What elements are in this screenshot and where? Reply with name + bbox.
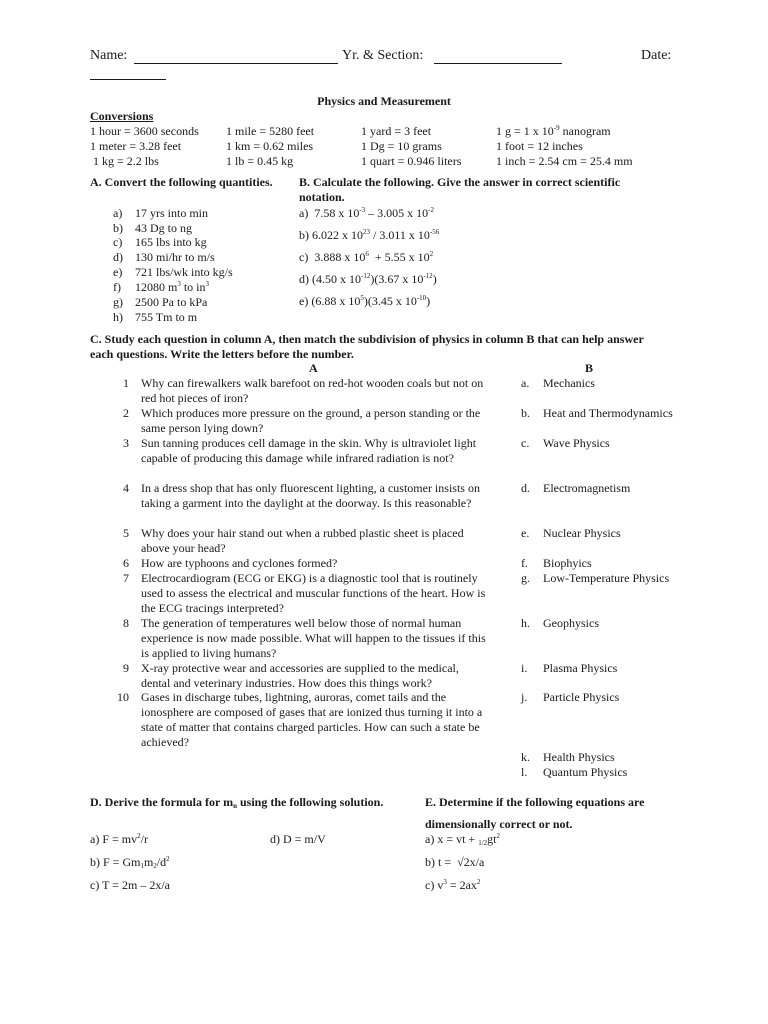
- section-a-letter: d): [113, 250, 123, 264]
- question-number: 2: [123, 406, 129, 420]
- answer-letter: l.: [521, 765, 528, 779]
- conversion-item: 1 yard = 3 feet: [361, 124, 432, 138]
- date-label: Date:: [641, 48, 672, 63]
- section-e-item: c) $v^3 = 2ax^2$: [425, 878, 481, 892]
- answer-letter: e.: [521, 526, 530, 540]
- question-number: 9: [123, 661, 129, 675]
- section-a-item: 43 Dg to ng: [135, 221, 192, 235]
- question-text: Why does your hair stand out when a rubbed plastic sheet is placed above your head?: [141, 526, 464, 555]
- question-number: 1: [123, 376, 129, 390]
- section-b-item: e) (6.88 x $10^5)(3.45$ x $10^{-10}$): [299, 294, 431, 308]
- section-c-heading: C. Study each question in column A, then match the subdivision of physics in column B that can help answer: [90, 332, 644, 346]
- section-a-letter: h): [113, 310, 123, 324]
- question-number: 6: [123, 556, 129, 570]
- conversion-item: 1 g = 1 x $10^{-9}$ nanogram: [496, 124, 611, 138]
- name-label: Name:: [90, 48, 128, 63]
- section-a-letter: f): [113, 280, 121, 294]
- answer-subdivision: Quantum Physics: [543, 765, 628, 779]
- conversion-item: 1 Dg = 10 grams: [361, 139, 442, 153]
- answer-letter: h.: [521, 616, 530, 630]
- section-d-heading: D. Derive the formula for $m_n$ using the following solution.: [90, 795, 384, 810]
- question-text: Sun tanning produces cell damage in the skin. Why is ultraviolet light capable of producing this damage while infrared radiation is not?: [141, 436, 477, 465]
- column-b-label: B: [585, 361, 594, 375]
- question-text: Gases in discharge tubes, lightning, auroras, comet tails and the ionosphere are composed of gases that are ionized thus turning it into a state of matter that contains charged particles. How can such a state be achieved?: [141, 690, 483, 749]
- question-number: 4: [123, 481, 129, 495]
- question-number: 8: [123, 616, 129, 630]
- answer-letter: d.: [521, 481, 530, 495]
- conversion-item: 1 inch = 2.54 cm = 25.4 mm: [496, 154, 633, 168]
- conversion-item: 1 km = 0.62 miles: [226, 139, 314, 153]
- section-a-item: 130 mi/hr to m/s: [135, 250, 215, 264]
- question-text: In a dress shop that has only fluorescent lighting, a customer insists on taking a garment into the daylight at the doorway. Is this reasonable?: [141, 481, 480, 510]
- section-a-letter: g): [113, 295, 123, 309]
- section-d-item: b) $F = Gm_1m_2/d^2$: [90, 855, 170, 870]
- section-a-item: 12080 $m^3$ to $in^3$: [135, 280, 210, 294]
- answer-subdivision: Nuclear Physics: [543, 526, 621, 540]
- question-text: Which produces more pressure on the ground, a person standing or the same person lying down?: [141, 406, 481, 435]
- answer-subdivision: Health Physics: [543, 750, 615, 764]
- section-b-item: c) 3.888 x $10^6 + 5.55$ x $10^2$: [299, 250, 434, 264]
- question-number: 3: [123, 436, 129, 450]
- conversion-item: 1 mile = 5280 feet: [226, 124, 315, 138]
- conversion-item: 1 lb = 0.45 kg: [226, 154, 294, 168]
- answer-letter: f.: [521, 556, 528, 570]
- section-e-item: a) x = vt + $_{1/2}gt^2$: [425, 832, 500, 847]
- section-label: Yr. & Section:: [342, 48, 424, 63]
- question-number: 10: [117, 690, 129, 704]
- section-a-letter: e): [113, 265, 123, 279]
- page-title: Physics and Measurement: [317, 94, 451, 108]
- answer-letter: k.: [521, 750, 530, 764]
- section-a-item: 721 lbs/wk into kg/s: [135, 265, 233, 279]
- answer-subdivision: Electromagnetism: [543, 481, 631, 495]
- section-e-heading-cont: dimensionally correct or not.: [425, 817, 573, 831]
- answer-letter: j.: [521, 690, 528, 704]
- answer-letter: i.: [521, 661, 528, 675]
- question-text: Why can firewalkers walk barefoot on red-hot wooden coals but not on red hot pieces of iron?: [141, 376, 484, 405]
- section-a-item: 17 yrs into min: [135, 206, 209, 220]
- answer-subdivision: Geophysics: [543, 616, 599, 630]
- answer-letter: a.: [521, 376, 530, 390]
- answer-subdivision: Mechanics: [543, 376, 595, 390]
- conversion-item: 1 kg = 2.2 lbs: [93, 154, 159, 168]
- answer-letter: b.: [521, 406, 530, 420]
- section-d-item: a) $F = mv^2/r$: [90, 832, 148, 846]
- section-a-item: 2500 Pa to kPa: [135, 295, 208, 309]
- section-a-item: 755 Tm to m: [135, 310, 198, 324]
- question-text: Electrocardiogram (ECG or EKG) is a diagnostic tool that is routinely used to assess the electrical and muscular functions of the heart. How is the ECG tracings interpreted?: [141, 571, 486, 615]
- section-e-heading: E. Determine if the following equations are: [425, 795, 645, 809]
- answer-subdivision: Plasma Physics: [543, 661, 618, 675]
- answer-letter: c.: [521, 436, 530, 450]
- date-field[interactable]: [90, 79, 166, 80]
- section-a-item: 165 lbs into kg: [135, 235, 207, 249]
- answer-subdivision: Particle Physics: [543, 690, 620, 704]
- section-b-item: b) 6.022 x $10^{23} / 3.011$ x $10^{-56}$: [299, 228, 440, 242]
- question-text: X-ray protective wear and accessories are supplied to the medical, dental and veterinary industries. How does this things work?: [141, 661, 459, 690]
- conversion-item: 1 hour = 3600 seconds: [90, 124, 199, 138]
- question-number: 7: [123, 571, 129, 585]
- question-text: The generation of temperatures well below those of normal human experience is now made possible. What will happen to the tissues if this is applied to living humans?: [141, 616, 486, 660]
- section-a-letter: c): [113, 235, 123, 249]
- section-b-item: d) (4.50 x $10^{-12})(3.67$ x $10^{-12}$): [299, 272, 437, 286]
- section-d-item: c) T = 2m – 2x/a: [90, 878, 170, 892]
- answer-subdivision: Wave Physics: [543, 436, 610, 450]
- conversion-item: 1 quart = 0.946 liters: [361, 154, 462, 168]
- section-a-letter: a): [113, 206, 123, 220]
- conversions-heading: Conversions: [90, 109, 154, 123]
- question-number: 5: [123, 526, 129, 540]
- section-b-heading-cont: notation.: [299, 190, 345, 204]
- name-field[interactable]: [134, 63, 338, 64]
- section-b-item: a) 7.58 x $10^{-3} - 3.005$ x $10^{-2}$: [299, 206, 435, 220]
- section-b-heading: B. Calculate the following. Give the answer in correct scientific: [299, 175, 621, 189]
- section-a-heading: A. Convert the following quantities.: [90, 175, 273, 189]
- section-e-item: b) t = √2x/a: [425, 855, 485, 869]
- answer-subdivision: Low-Temperature Physics: [543, 571, 670, 585]
- section-c-heading-cont: each questions. Write the letters before the number.: [90, 347, 354, 361]
- section-d-item: d) D = m/V: [270, 832, 326, 846]
- column-a-label: A: [309, 361, 318, 375]
- conversion-item: 1 foot = 12 inches: [496, 139, 583, 153]
- answer-letter: g.: [521, 571, 530, 585]
- section-a-letter: b): [113, 221, 123, 235]
- answer-subdivision: Heat and Thermodynamics: [543, 406, 673, 420]
- question-text: How are typhoons and cyclones formed?: [141, 556, 338, 570]
- section-field[interactable]: [434, 63, 562, 64]
- answer-subdivision: Biophyics: [543, 556, 592, 570]
- conversion-item: 1 meter = 3.28 feet: [90, 139, 182, 153]
